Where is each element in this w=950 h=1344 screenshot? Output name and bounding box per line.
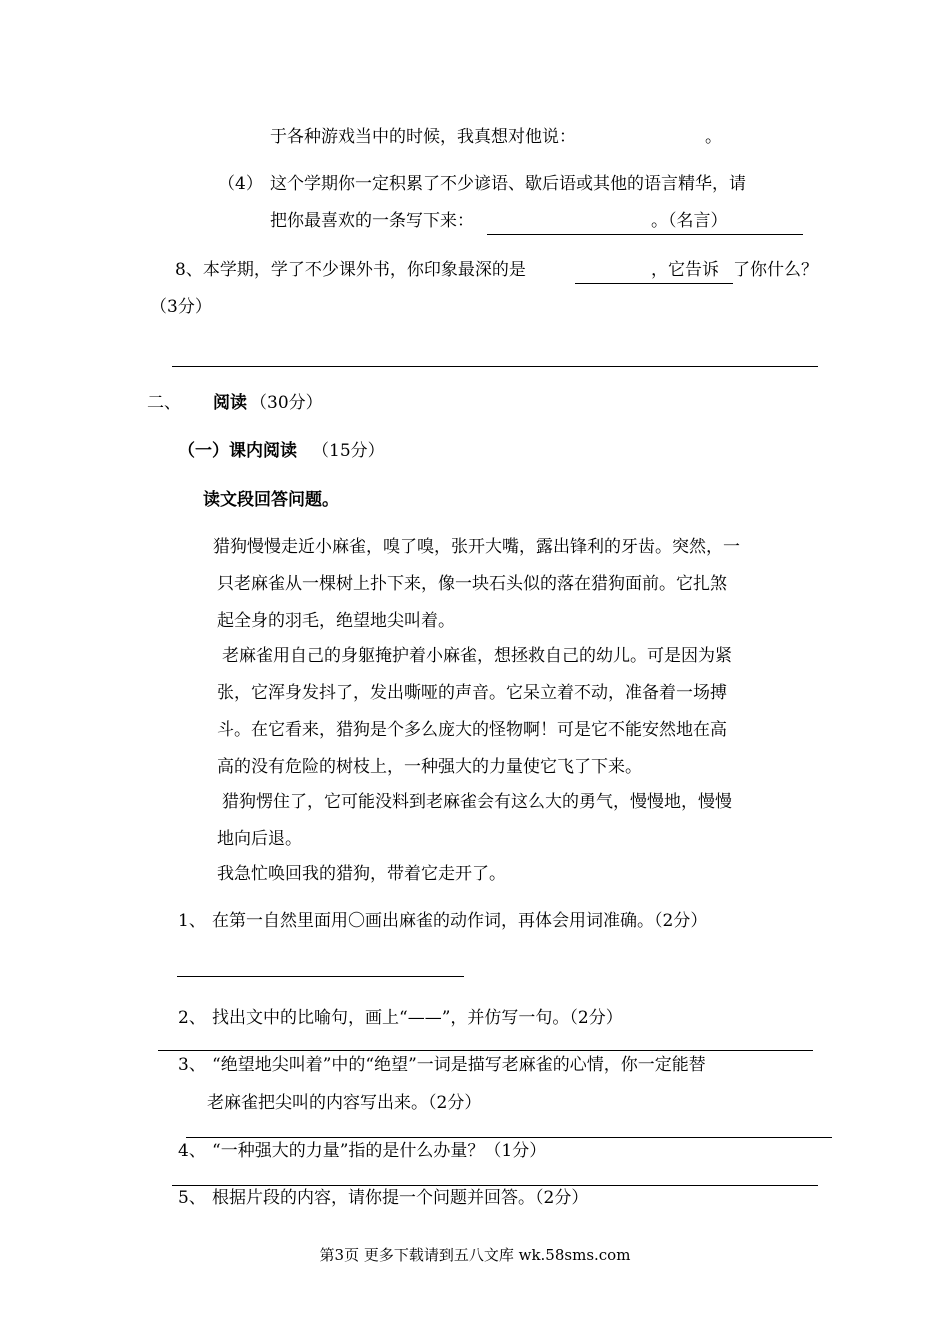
passage-p1-line2: 只老麻雀从一棵树上扑下来，像一块石头似的落在猎狗面前。它扎煞 bbox=[217, 574, 727, 594]
q4-suffix: 。（名言） bbox=[651, 211, 728, 231]
q3-line-end: 于各种游戏当中的时候，我真想对他说： bbox=[270, 127, 576, 147]
page-footer: 第3页 更多下载请到五八文库 wk.58sms.com bbox=[319, 1246, 631, 1264]
q8-blank-text: ，它告诉 bbox=[651, 260, 719, 280]
q4-number: （4） bbox=[218, 174, 263, 194]
passage-p3-line2: 地向后退。 bbox=[217, 829, 302, 849]
question1-text: 在第一自然里面用〇画出麻雀的动作词，再体会用词准确。（2分） bbox=[212, 911, 708, 931]
question3-answer-line bbox=[186, 1137, 832, 1138]
question3-number: 3、 bbox=[178, 1055, 206, 1075]
passage-p2-line4: 高的没有危险的树枝上，一种强大的力量使它飞了下来。 bbox=[217, 757, 642, 777]
q8-full-answer-line bbox=[172, 366, 818, 367]
passage-p1-line1: 猎狗慢慢走近小麻雀，嗅了嗅，张开大嘴，露出锋利的牙齿。突然，一 bbox=[213, 537, 740, 557]
q3-period: 。 bbox=[705, 127, 722, 147]
instruction: 读文段回答问题。 bbox=[203, 490, 339, 510]
question4-text: “一种强大的力量”指的是什么办量？（1分） bbox=[212, 1141, 547, 1161]
question2-text: 找出文中的比喻句，画上“——”，并仿写一句。（2分） bbox=[212, 1008, 623, 1028]
section2-number: 二、 bbox=[147, 393, 181, 413]
q4-line2: 把你最喜欢的一条写下来： bbox=[270, 211, 474, 231]
subsection-title: （一）课内阅读 bbox=[178, 441, 297, 461]
subsection-score: （15分） bbox=[312, 441, 385, 461]
passage-p2-line1: 老麻雀用自己的身躯掩护着小麻雀，想拯救自己的幼儿。可是因为紧 bbox=[222, 646, 732, 666]
passage-p3-line1: 猎狗愣住了，它可能没料到老麻雀会有这么大的勇气，慢慢地，慢慢 bbox=[222, 792, 732, 812]
section2-title: 阅读 bbox=[213, 393, 247, 413]
question1-number: 1、 bbox=[178, 911, 206, 931]
passage-p1-line3: 起全身的羽毛，绝望地尖叫着。 bbox=[217, 611, 455, 631]
question2-number: 2、 bbox=[178, 1008, 206, 1028]
q4-answer-line bbox=[487, 234, 803, 235]
question1-answer-line bbox=[177, 976, 464, 977]
question2-answer-line bbox=[158, 1050, 813, 1051]
question5-text: 根据片段的内容，请你提一个问题并回答。（2分） bbox=[212, 1188, 589, 1208]
q8-score: （3分） bbox=[150, 297, 212, 317]
question5-number: 5、 bbox=[178, 1188, 206, 1208]
q8-prefix: 8、本学期，学了不少课外书，你印象最深的是 bbox=[175, 260, 526, 280]
section2-score: （30分） bbox=[250, 393, 323, 413]
question3-text-line1: “绝望地尖叫着”中的“绝望”一词是描写老麻雀的心情，你一定能替 bbox=[212, 1055, 706, 1075]
q8-answer-line bbox=[575, 283, 733, 284]
question3-text-line2: 老麻雀把尖叫的内容写出来。（2分） bbox=[207, 1093, 482, 1113]
question4-answer-line bbox=[172, 1185, 818, 1186]
question4-number: 4、 bbox=[178, 1141, 206, 1161]
q8-suffix: 了你什么？ bbox=[733, 260, 818, 280]
passage-p4-line1: 我急忙唤回我的猎狗，带着它走开了。 bbox=[217, 864, 506, 884]
passage-p2-line2: 张，它浑身发抖了，发出嘶哑的声音。它呆立着不动，准备着一场搏 bbox=[217, 683, 727, 703]
q4-line1: 这个学期你一定积累了不少谚语、歇后语或其他的语言精华，请 bbox=[270, 174, 746, 194]
passage-p2-line3: 斗。在它看来，猎狗是个多么庞大的怪物啊！可是它不能安然地在高 bbox=[217, 720, 727, 740]
